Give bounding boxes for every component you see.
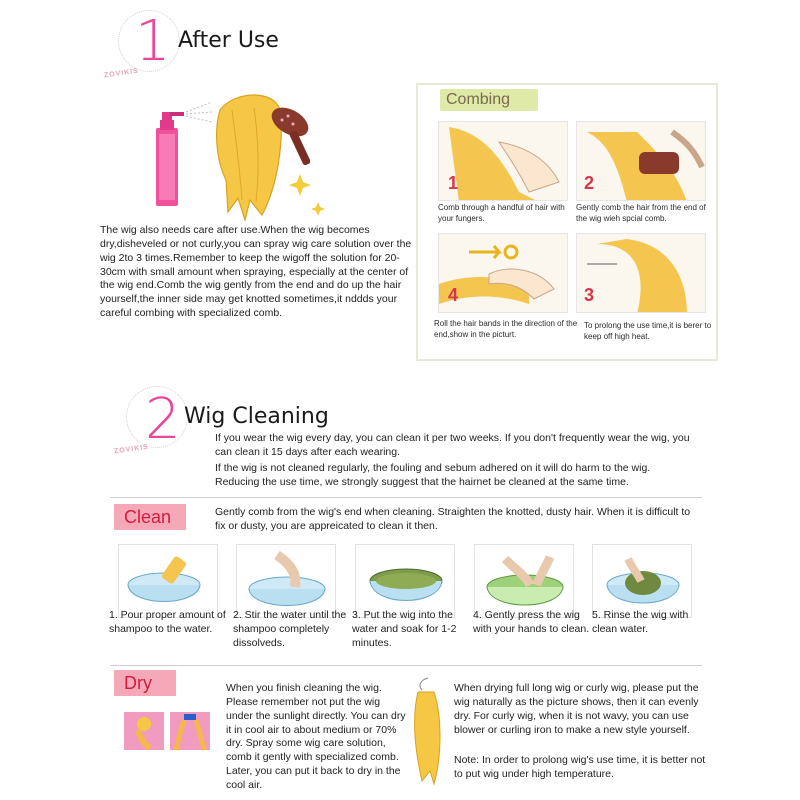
section1-stamp: ZOVIKIS — [103, 67, 140, 80]
shampoo-bowl-icon — [119, 545, 218, 618]
combing-badge-3: 3 — [584, 285, 595, 305]
section2-para2: If the wig is not cleaned regularly, the fouling and sebum adhered on it will do harm to the wig. Reducing the use time, we strongly suggest that the hairnet be cleaned at the same time. — [215, 462, 651, 488]
combing-caption-3: To prolong the use time,it is berer to keep off high heat. — [584, 321, 712, 341]
combing-badge-4: 4 — [448, 285, 459, 305]
stir-water-icon — [237, 545, 336, 618]
clean-step-caption-2: 2. Stir the water until the shampoo completely dissolveds. — [233, 609, 347, 649]
clean-step-image-4 — [474, 544, 574, 618]
clean-step-image-2 — [236, 544, 336, 618]
section2-para1: If you wear the wig every day, you can clean it per two weeks. If you don't frequently wear the wig, you can clean it 15 days after each wearing. — [215, 432, 690, 458]
clean-step-caption-1: 1. Pour proper amount of shampoo to the water. — [109, 609, 226, 635]
dry-text-right-2: Note: In order to prolong wig's use time, it is better not to put wig under high temperature. — [454, 754, 706, 780]
section1-title: After Use — [178, 28, 279, 53]
clean-step-caption-4: 4. Gently press the wig with your hands to clean. — [473, 609, 590, 635]
combing-label: Combing — [440, 89, 538, 111]
clean-text: Gently comb from the wig's end when cleaning. Straighten the knotted, dusty hair. When it is difficult to fix or dusty, you are appreicated to clean it then. — [215, 506, 691, 532]
combing-caption-4: Roll the hair bands in the direction of the end,show in the picturt. — [434, 319, 578, 339]
dry-text-left: When you finish cleaning the wig. Please remember not put the wig under the sunlight directly. You can dry it in cool air to about medium or 70% dry. Spray some wig care solution, comb it gently with specialized comb. Later, you can put it back to dry in the cool air. — [226, 682, 406, 792]
clean-step-caption-5: 5. Rinse the wig with clean water. — [592, 609, 689, 635]
combing-badge-2: 2 — [584, 173, 595, 193]
clean-step-caption-3: 3. Put the wig into the water and soak for 1-2 minutes. — [352, 609, 457, 649]
dry-tag: Dry — [114, 670, 176, 696]
dry-divider — [110, 665, 702, 666]
section2-stamp: ZOVIKIS — [113, 443, 150, 456]
clean-step-image-5 — [592, 544, 692, 618]
dry-text-right-1: When drying full long wig or curly wig, please put the wig naturally as the picture shows, then it can evenly dry. For curly wig, when it is not wavy, you can use blower or curling iron to make a new style yourself. — [454, 682, 699, 736]
combing-panel — [416, 83, 718, 361]
clean-tag: Clean — [114, 504, 186, 530]
clean-step-image-3 — [355, 544, 455, 618]
press-wig-icon — [475, 545, 574, 618]
section1-text: The wig also needs care after use.When the wig becomes dry,disheveled or not curly,you can spray wig care solution over the wig 2to 3 times.Remember to keep the wigoff the solution for 20-30cm with small amount when spraying, especially at the center of the wig end.Comb the wig gently from the end and do up the hair yourself,the inner side may get knotted sometimes,it nddds your careful combing with specialized comb. — [100, 224, 412, 320]
combing-caption-2: Gently comb the hair from the end of the wig wieh spcial comb. — [576, 203, 706, 223]
spray-wig-illustration — [150, 90, 340, 230]
combing-step-image-2 — [576, 121, 706, 201]
section2-number: 2 — [145, 387, 181, 452]
hanging-wig-illustration — [408, 676, 448, 786]
soak-wig-icon — [356, 545, 455, 618]
combing-step-image-3 — [576, 233, 706, 313]
brush-comb-icon — [577, 122, 706, 201]
section1-number: 1 — [135, 9, 171, 74]
combing-badge-1: 1 — [448, 173, 459, 193]
clean-divider — [110, 497, 702, 498]
dry-sun-illustration — [124, 712, 212, 752]
combing-caption-1: Comb through a handful of hair with your fungers. — [438, 203, 565, 223]
roll-hair-icon — [439, 234, 568, 313]
clean-step-image-1 — [118, 544, 218, 618]
rinse-wig-icon — [593, 545, 692, 618]
hand-comb-icon — [439, 122, 568, 201]
heat-warning-icon — [577, 234, 706, 313]
section2-title: Wig Cleaning — [184, 404, 329, 429]
